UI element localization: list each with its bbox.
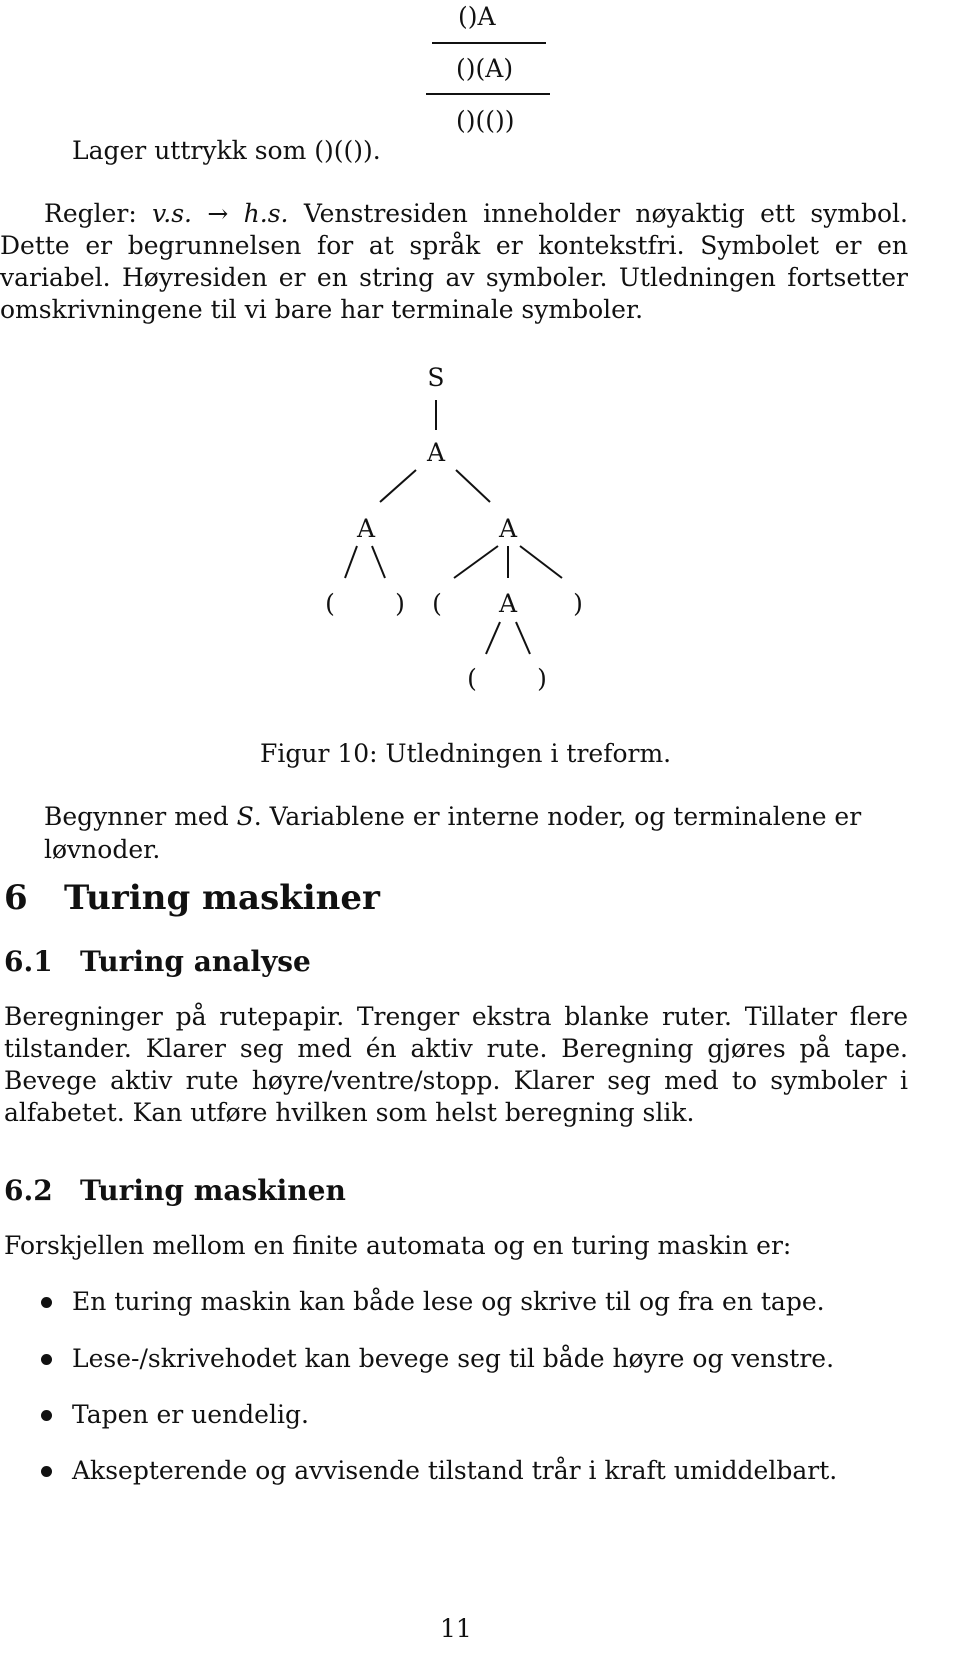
tree-edge-amid-lp3 bbox=[486, 622, 500, 654]
tree-edge-aleft-rp1 bbox=[372, 546, 385, 578]
section-6-1-paragraph: Beregninger på rutepapir. Trenger ekstra blanke ruter. Tillater flere tilstander. Klarer seg med én aktiv rute. Beregning gjøres på tape. Bevege aktiv rute høyre/ventre/stopp. Klarer seg med to symboler i alfabetet. Kan utføre hvilken som helst beregning slik. bbox=[4, 1002, 908, 1127]
list-item: Aksepterende og avvisende tilstand trår i kraft umiddelbart. bbox=[72, 1456, 838, 1485]
section-6-2-heading bbox=[4, 1174, 346, 1207]
bullet-icon bbox=[41, 1354, 52, 1365]
figure-caption: Figur 10: Utledningen i treform. bbox=[260, 739, 672, 768]
rules-rhs: h.s. bbox=[243, 199, 289, 228]
tree-edge-aright-lp2 bbox=[454, 546, 498, 578]
section-6-2-intro: Forskjellen mellom en finite automata og en turing maskin er: bbox=[4, 1231, 792, 1260]
tree-leaf-lp1: ( bbox=[325, 589, 335, 618]
derivation-step-2: ()(A) bbox=[456, 54, 514, 83]
tree-leaf-rp3: ) bbox=[537, 664, 547, 693]
section-6-2-number: 6.2 bbox=[4, 1174, 53, 1207]
tree-edge-a-aleft bbox=[380, 470, 416, 502]
rules-prefix: Regler: bbox=[44, 199, 153, 228]
bullet-icon bbox=[41, 1410, 52, 1421]
tree-node-root: S bbox=[427, 363, 445, 392]
section-6-title: Turing maskiner bbox=[64, 878, 380, 918]
tree-node-a-mid: A bbox=[498, 589, 518, 618]
bullet-icon bbox=[41, 1297, 52, 1308]
tree-node-a-left: A bbox=[356, 514, 376, 543]
rules-text: Venstresiden inneholder nøyaktig ett symbol. Dette er begrunnelsen for at språk er kontekstfri. Symbolet er en variabel. Høyresiden er en string av symboler. Utledningen fortsetter omskrivningene til vi bare har terminale symboler. bbox=[0, 199, 908, 324]
rules-lhs: v.s. bbox=[152, 199, 193, 228]
section-6-2-title: Turing maskinen bbox=[80, 1174, 346, 1207]
after-figure-prefix: Begynner med bbox=[44, 802, 237, 831]
derivation-tree bbox=[0, 0, 960, 740]
arrow-icon: → bbox=[207, 199, 229, 228]
tree-leaf-rp1: ) bbox=[395, 589, 405, 618]
tree-node-a-right: A bbox=[498, 514, 518, 543]
tree-edge-amid-rp3 bbox=[516, 622, 530, 654]
tree-leaf-lp2: ( bbox=[432, 589, 442, 618]
tree-edge-aright-rp2 bbox=[520, 546, 562, 578]
list-item: Tapen er uendelig. bbox=[72, 1400, 309, 1429]
tree-node-a-top: A bbox=[426, 438, 446, 467]
page-number: 11 bbox=[440, 1614, 472, 1643]
derivation-step-3: ()(()) bbox=[456, 106, 515, 135]
list-item: En turing maskin kan både lese og skrive til og fra en tape. bbox=[72, 1287, 825, 1316]
tree-edge-a-aright bbox=[456, 470, 490, 502]
derivation-step-1: ()A bbox=[458, 2, 496, 31]
after-figure-paragraph bbox=[44, 800, 924, 866]
section-6-1-heading bbox=[4, 945, 311, 978]
list-item: Lese-/skrivehodet kan bevege seg til både høyre og venstre. bbox=[72, 1344, 835, 1373]
after-figure-suffix: . Variablene er interne noder, og terminalene er løvnoder. bbox=[44, 802, 862, 864]
section-6-1-number: 6.1 bbox=[4, 945, 53, 978]
derivation-intro: Lager uttrykk som ()(()). bbox=[72, 136, 381, 165]
tree-leaf-rp2: ) bbox=[573, 589, 583, 618]
section-6-heading bbox=[4, 878, 380, 918]
section-6-number: 6 bbox=[4, 878, 28, 918]
bullet-icon bbox=[41, 1466, 52, 1477]
tree-leaf-lp3: ( bbox=[467, 664, 477, 693]
after-figure-var: S bbox=[236, 802, 254, 831]
section-6-1-title: Turing analyse bbox=[80, 945, 311, 978]
tree-edge-aleft-lp1 bbox=[345, 546, 357, 578]
